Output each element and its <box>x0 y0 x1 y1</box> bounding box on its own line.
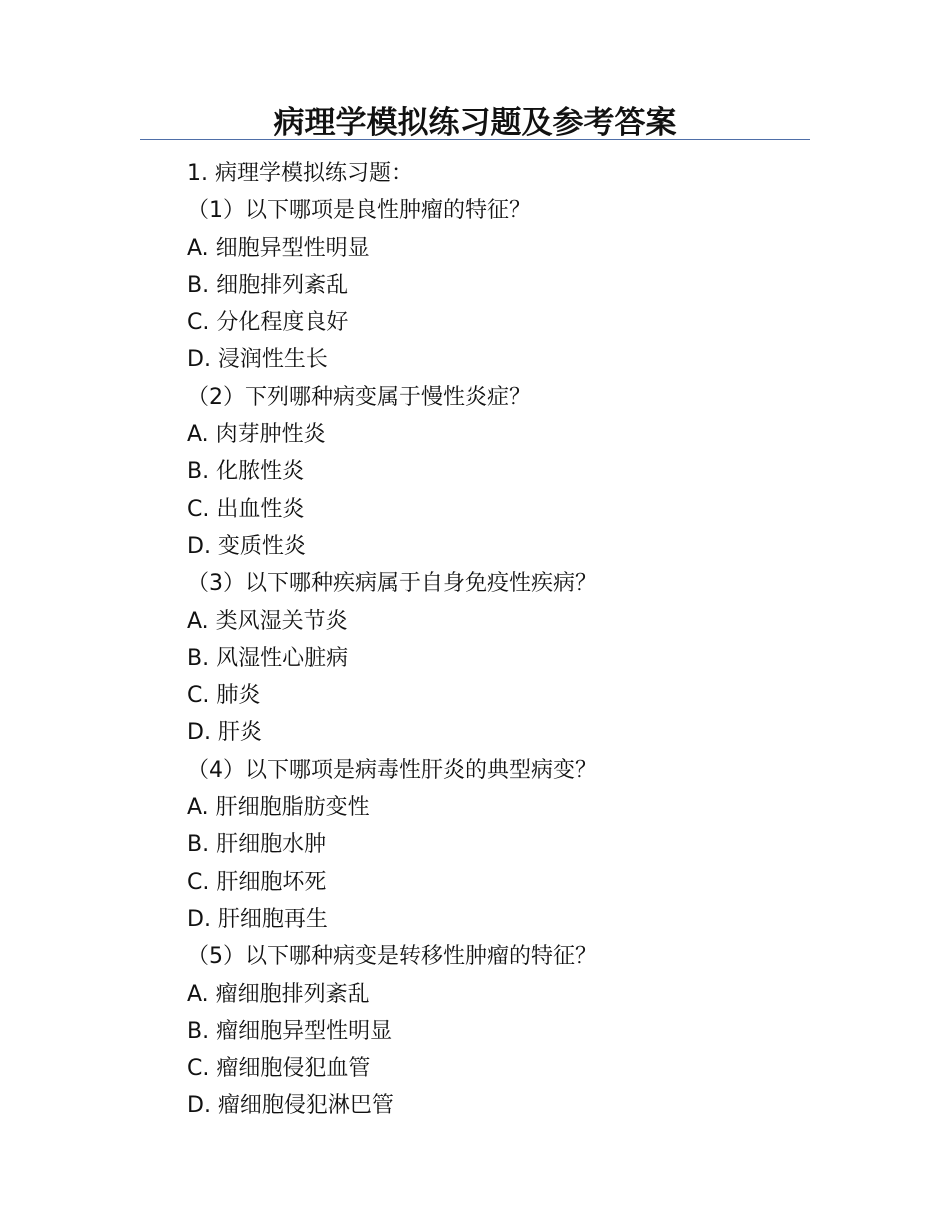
question-2-option-b: B. 化脓性炎 <box>187 459 305 485</box>
question-2-option-a: A. 肉芽肿性炎 <box>187 422 326 448</box>
question-1-option-c: C. 分化程度良好 <box>187 310 349 336</box>
question-3-prompt: （3）以下哪种疾病属于自身免疫性疾病？ <box>187 571 597 597</box>
document-title: 病理学模拟练习题及参考答案 <box>273 105 677 141</box>
question-4-option-b: B. 肝细胞水肿 <box>187 832 327 858</box>
question-1-prompt: （1）以下哪项是良性肿瘤的特征？ <box>187 198 531 224</box>
question-5-option-d: D. 瘤细胞侵犯淋巴管 <box>187 1093 394 1119</box>
question-4-option-d: D. 肝细胞再生 <box>187 906 328 932</box>
question-4-option-a: A. 肝细胞脂肪变性 <box>187 795 370 821</box>
question-3-option-a: A. 类风湿关节炎 <box>187 608 348 634</box>
question-2-prompt: （2）下列哪种病变属于慢性炎症？ <box>187 384 531 410</box>
question-1-option-d: D. 浸润性生长 <box>187 347 328 373</box>
section-heading: 1. 病理学模拟练习题： <box>187 161 413 186</box>
question-5-option-a: A. 瘤细胞排列紊乱 <box>187 981 370 1007</box>
question-4-option-c: C. 肝细胞坏死 <box>187 869 327 895</box>
question-3-option-d: D. 肝炎 <box>187 720 262 746</box>
question-2-option-d: D. 变质性炎 <box>187 533 306 559</box>
question-5-option-c: C. 瘤细胞侵犯血管 <box>187 1056 371 1082</box>
question-2-option-c: C. 出血性炎 <box>187 496 305 522</box>
question-5-prompt: （5）以下哪种病变是转移性肿瘤的特征？ <box>187 944 597 970</box>
question-4-prompt: （4）以下哪项是病毒性肝炎的典型病变？ <box>187 757 597 783</box>
question-1-option-b: B. 细胞排列紊乱 <box>187 272 349 298</box>
document-content <box>187 155 827 1125</box>
question-3-option-b: B. 风湿性心脏病 <box>187 645 349 671</box>
title-underline <box>140 139 810 140</box>
question-5-option-b: B. 瘤细胞异型性明显 <box>187 1018 393 1044</box>
question-3-option-c: C. 肺炎 <box>187 683 261 709</box>
question-1-option-a: A. 细胞异型性明显 <box>187 235 370 261</box>
